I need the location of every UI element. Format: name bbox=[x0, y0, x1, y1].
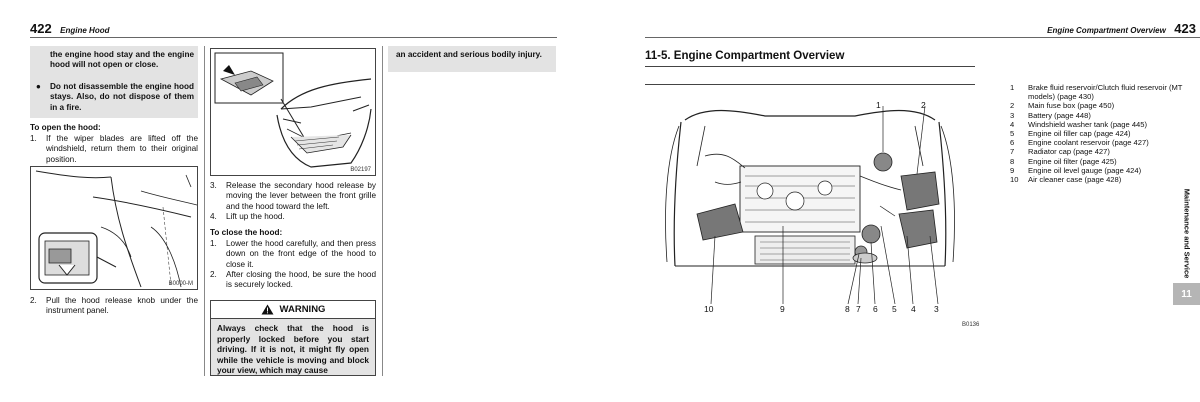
figure-code: B02197 bbox=[350, 167, 371, 173]
callout-3: 3 bbox=[934, 304, 939, 314]
close-step-2: 2. After closing the hood, be sure the hood is securely locked. bbox=[210, 270, 376, 290]
legend-item: 2 Main fuse box (page 450) bbox=[1010, 101, 1115, 111]
legend-item: 5 Engine oil filler cap (page 424) bbox=[1010, 129, 1131, 139]
warning-continuation-box bbox=[30, 46, 198, 118]
legend-item: 3 Battery (page 448) bbox=[1010, 110, 1091, 120]
section-rule bbox=[645, 66, 975, 67]
warning-header bbox=[211, 301, 375, 319]
warning-label: WARNING bbox=[279, 304, 326, 315]
warning-bullet-text: Do not disassemble the engine hood stays. Also, do not dispose of them in a fire. bbox=[50, 82, 194, 112]
callout-8: 8 bbox=[845, 304, 850, 314]
warning-continuation-text-2: an accident and serious bodily injury. bbox=[396, 50, 542, 59]
open-step-3: 3. Release the secondary hood release by moving the lever between the front grille and the hood toward the left. bbox=[210, 181, 376, 211]
interior-illustration bbox=[31, 167, 198, 290]
legend-item: 6 Engine coolant reservoir (page 427) bbox=[1010, 138, 1149, 148]
warning-continuation-text: the engine hood stay and the engine hood will not open or close. bbox=[50, 50, 194, 70]
callout-4: 4 bbox=[911, 304, 916, 314]
figure-code: B0000-M bbox=[168, 281, 193, 287]
warning-triangle-icon bbox=[261, 304, 274, 315]
left-page-title: Engine Hood bbox=[60, 26, 110, 35]
figure-top-rule bbox=[645, 84, 975, 85]
legend-item: 4 Windshield washer tank (page 445) bbox=[1010, 119, 1148, 129]
chapter-number-tab: 11 bbox=[1173, 283, 1200, 305]
chapter-side-tab-label: Maintenance and Service bbox=[1182, 188, 1191, 278]
right-page-number: 423 bbox=[1174, 21, 1196, 36]
hood-release-interior-figure bbox=[30, 166, 198, 290]
secondary-hood-release-figure bbox=[210, 48, 376, 176]
legend-item: 10 Air cleaner case (page 428) bbox=[1010, 175, 1122, 185]
right-page-title: Engine Compartment Overview bbox=[1047, 26, 1166, 35]
callout-2: 2 bbox=[921, 100, 926, 110]
warning-box bbox=[210, 300, 376, 376]
right-page-header bbox=[645, 20, 1200, 38]
legend-item: 7 Radiator cap (page 427) bbox=[1010, 147, 1110, 157]
close-step-1: 1. Lower the hood carefully, and then press down on the front edge of the hood to close it. bbox=[210, 239, 376, 269]
legend-list bbox=[1010, 83, 1188, 184]
legend-item: 8 Engine oil filter (page 425) bbox=[1010, 156, 1117, 166]
column-divider bbox=[204, 46, 205, 376]
legend-item: 1 Brake fluid reservoir/Clutch fluid reservoir (MT models) (page 430) bbox=[1010, 83, 1183, 102]
callout-1: 1 bbox=[876, 100, 881, 110]
warning-text: Always check that the hood is properly locked before you start driving. If it is not, it might fly open while the vehicle is moving and block your view, which may cause bbox=[217, 323, 369, 375]
left-page-header bbox=[30, 20, 557, 38]
bullet-dot-icon: ● bbox=[36, 82, 41, 91]
open-step-4: 4. Lift up the hood. bbox=[210, 212, 285, 221]
close-hood-heading: To close the hood: bbox=[210, 228, 283, 237]
engine-compartment-figure bbox=[645, 86, 975, 334]
open-hood-heading: To open the hood: bbox=[30, 123, 101, 132]
open-step-2: 2. Pull the hood release knob under the instrument panel. bbox=[30, 296, 198, 316]
callout-7: 7 bbox=[856, 304, 861, 314]
callout-5: 5 bbox=[892, 304, 897, 314]
legend-item: 9 Engine oil level gauge (page 424) bbox=[1010, 165, 1142, 175]
engine-figure-code: B0136 bbox=[962, 322, 980, 328]
warning-bullet bbox=[36, 82, 194, 113]
callout-9: 9 bbox=[780, 304, 785, 314]
car-front-illustration bbox=[211, 49, 376, 176]
engine-compartment-illustration bbox=[645, 86, 975, 334]
warning-continuation-box-2 bbox=[388, 46, 556, 72]
callout-6: 6 bbox=[873, 304, 878, 314]
left-page-number: 422 bbox=[30, 21, 52, 36]
column-divider bbox=[382, 46, 383, 376]
section-title: 11-5. Engine Compartment Overview bbox=[645, 50, 845, 62]
callout-10: 10 bbox=[704, 304, 714, 314]
open-step-1: 1. If the wiper blades are lifted off the windshield, return them to their original position. bbox=[30, 134, 198, 164]
chapter-side-tab bbox=[1173, 190, 1200, 276]
